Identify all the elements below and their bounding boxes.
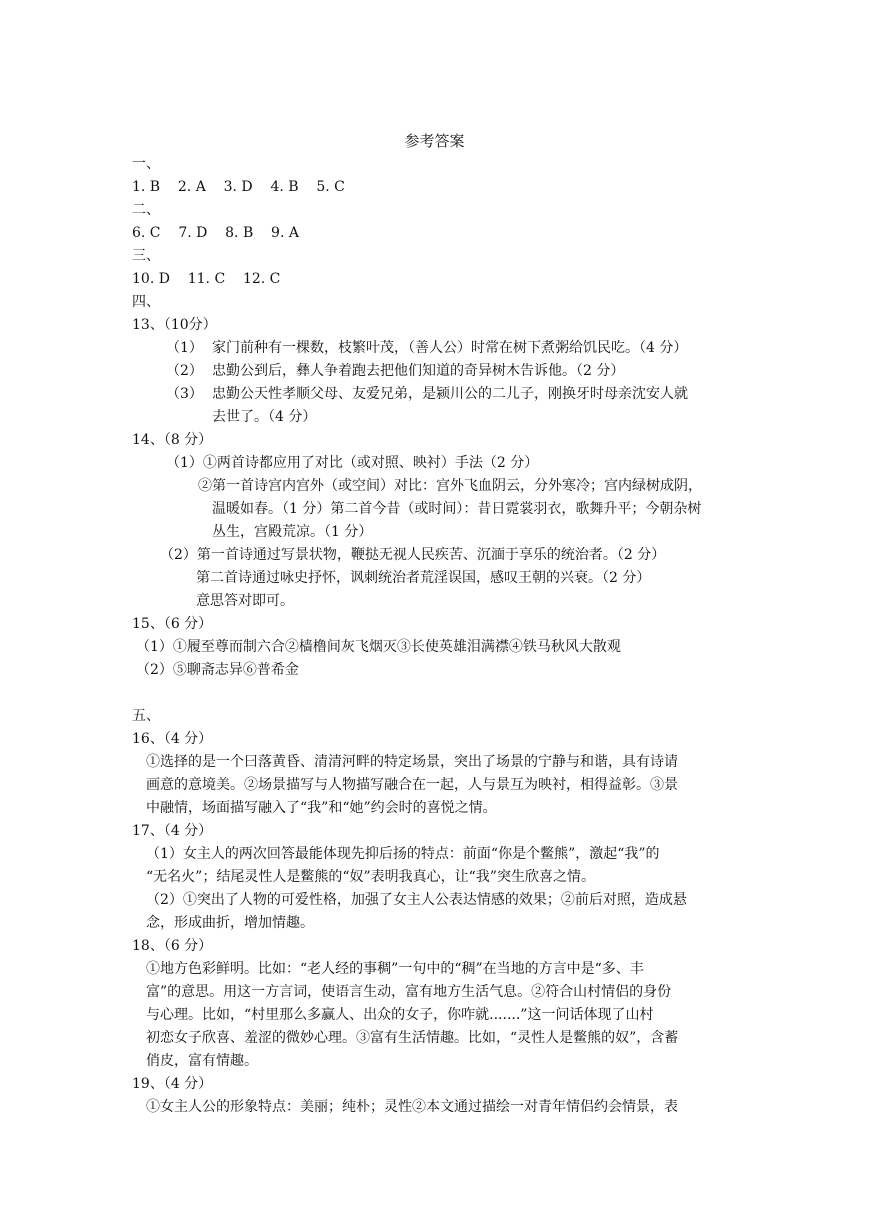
section-heading: 三、 [132, 248, 160, 264]
question-heading: 13、（10分） [132, 317, 217, 333]
section-heading: 一、 [132, 156, 160, 172]
question-heading: 15、（6 分） [132, 616, 213, 632]
answer-line: 中融情，场面描写融入了“我”和“她”约会时的喜悦之情。 [146, 800, 497, 816]
answer-line: 初恋女子欣喜、羞涩的微妙心理。③富有生活情趣。比如，“灵性人是鳖熊的奴”，含蓄 [146, 1030, 679, 1046]
answer-text: 忠勤公到后，彝人争着跑去把他们知道的奇异树木告诉他。（2 分） [212, 363, 625, 379]
answer-line: 与心理。比如，“村里那么多赢人、出众的女子，你咋就.......”这一问话体现了山村 [146, 1007, 654, 1023]
answer-line: 第二首诗通过咏史抒怀，讽刺统治者荒淫误国，感叹王朝的兴衰。（2 分） [196, 570, 651, 586]
section-heading: 五、 [132, 708, 160, 724]
answer-line: （1）①履至尊而制六合②樯橹间灰飞烟灭③长使英雄泪满襟④铁马秋风大散观 [136, 639, 621, 655]
answer-line [132, 383, 742, 406]
section-heading: 二、 [132, 202, 160, 218]
answer-line: 6. C 7. D 8. B 9. A [132, 225, 299, 241]
section-heading: 四、 [132, 294, 160, 310]
answer-line: 温暖如春。（1 分）第二首今昔（或时间）：昔日霓裳羽衣，歌舞升平；今朝杂树 [212, 501, 702, 517]
answer-line: （2）第一首诗通过写景状物，鞭挞无视人民疾苦、沉湎于享乐的统治者。（2 分） [160, 547, 666, 563]
answer-line: （1）女主人的两次回答最能体现先抑后扬的特点：前面“你是个鳖熊”，激起“我”的 [146, 846, 660, 862]
answer-line: 富”的意思。用这一方言词，使语言生动，富有地方生活气息。②符合山村情侣的身份 [146, 984, 672, 1000]
question-heading: 19、（4 分） [132, 1076, 213, 1092]
answer-line: 10. D 11. C 12. C [132, 271, 281, 287]
answer-text: 家门前种有一棵数，枝繁叶茂，（善人公）时常在树下煮粥给饥民吃。（4 分） [212, 340, 688, 356]
answer-line: 意思答对即可。 [196, 593, 294, 609]
item-number: （2） [166, 363, 203, 379]
answer-line: ②第一首诗宫内宫外（或空间）对比：宫外飞血阴云，分外寒冷；宫内绿树成阴， [198, 478, 702, 494]
answer-line [132, 360, 742, 383]
answer-line: 念，形成曲折，增加情趣。 [146, 915, 314, 931]
answer-line: 俏皮，富有情趣。 [146, 1053, 258, 1069]
answer-line: ①选择的是一个曰落黄昏、清清河畔的特定场景，突出了场景的宁静与和谐，具有诗请 [146, 754, 678, 770]
answer-line [132, 337, 742, 360]
answer-line: ①地方色彩鲜明。比如：“老人经的事稠”一句中的“稠”在当地的方言中是“多、丰 [146, 961, 644, 977]
question-heading: 18、（6 分） [132, 938, 213, 954]
page-title: 参考答案 [404, 132, 465, 150]
question-heading: 16、（4 分） [132, 731, 213, 747]
item-number: （1） [166, 340, 203, 356]
spacer [132, 682, 742, 705]
item-number: （3） [166, 386, 203, 402]
answer-line: 去世了。（4 分） [212, 409, 317, 425]
question-heading: 17、（4 分） [132, 823, 213, 839]
answer-line: （2）⑤聊斋志异⑥普希金 [136, 662, 299, 678]
answer-line: （2）①突出了人物的可爱性格，加强了女主人公表达情感的效果；②前后对照，造成悬 [146, 892, 687, 908]
answer-line: ①女主人公的形象特点：美丽；纯朴；灵性②本文通过描绘一对青年情侣约会情景，表 [146, 1099, 678, 1115]
answer-text: 忠勤公天性孝顺父母、友爱兄弟，是颍川公的二儿子，刚换牙时母亲沈安人就 [212, 386, 688, 402]
question-heading: 14、（8 分） [132, 432, 213, 448]
answer-line: 1. B 2. A 3. D 4. B 5. C [132, 179, 345, 195]
answer-content [132, 153, 742, 1119]
answer-line: 丛生，宫殿荒凉。（1 分） [212, 524, 373, 540]
answer-line: “无名火”；结尾灵性人是鳖熊的“奴”表明我真心，让“我”突生欣喜之情。 [146, 869, 595, 885]
answer-line: 画意的意境美。②场景描写与人物描写融合在一起，人与景互为映衬，相得益彰。③景 [146, 777, 678, 793]
answer-line: （1）①两首诗都应用了对比（或对照、映衬）手法（2 分） [166, 455, 539, 471]
